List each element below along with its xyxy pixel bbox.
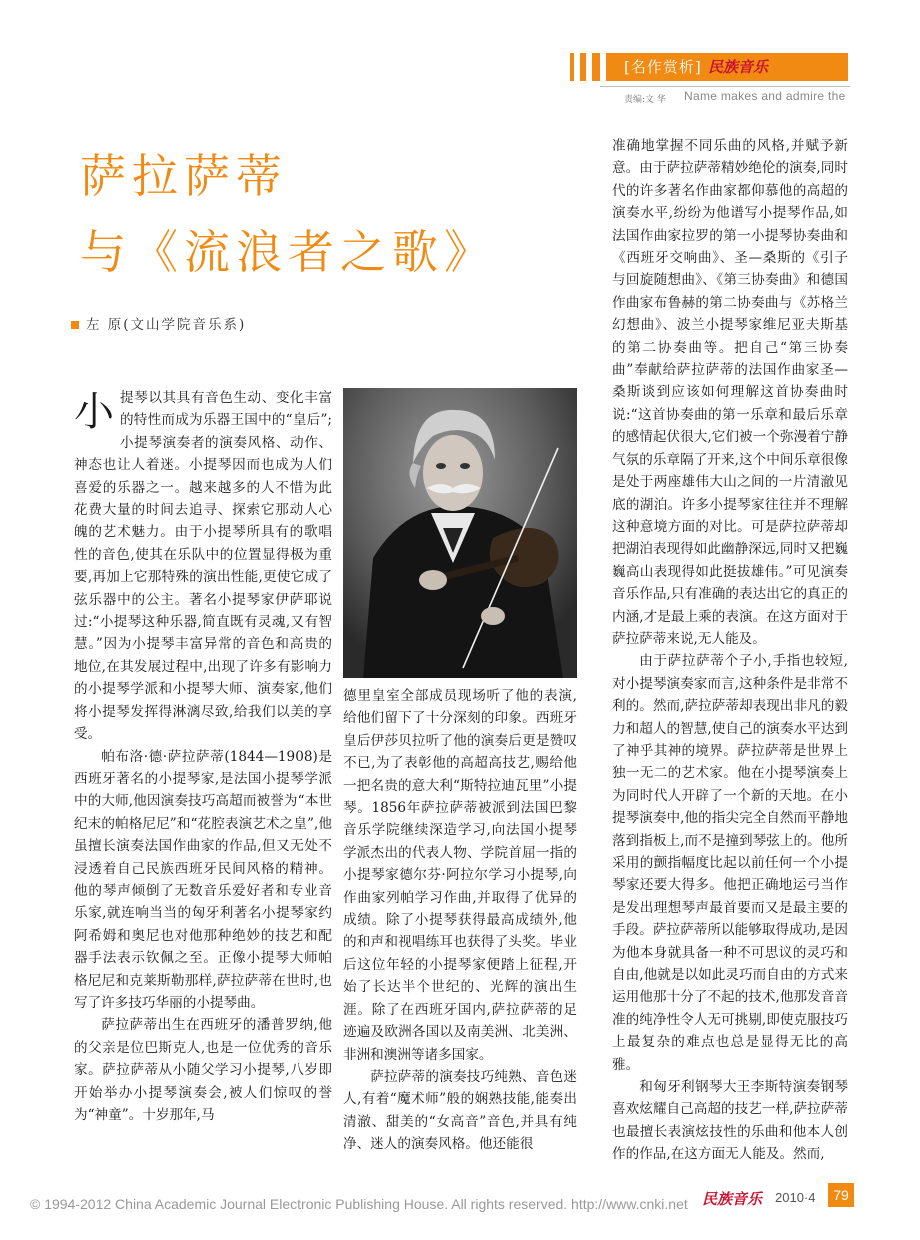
header-stripe [580, 53, 586, 81]
header-divider [600, 86, 850, 87]
paragraph: 由于萨拉萨蒂个子小,手指也较短,对小提琴演奏家而言,这种条件是非常不利的。然而,萨拉萨蒂却表现出非凡的毅力和超人的智慧,使自己的演奏水平达到了神乎其神的境界。萨拉萨蒂是世界上独一无二的艺术家。他在小提琴演奏上为同时代人开辟了一个新的天地。在小提琴演奏中,他的指尖完全自然而平静地落到指板上,而不是撞到琴弦上的。他所采用的颤指幅度比起以前任何一个小提琴家还要大得多。他把正确地运弓当作是发出理想琴声最首要而又是最主要的手段。萨拉萨蒂所以能够取得成功,是因为他本身就具备一种不可思议的灵巧和自由,他就是以如此灵巧而自由的方式来运用他那十分了不起的技术,他那发音音准的纯净性令人无可挑剔,即使克服技巧上最复杂的难点也总是显得无比的高雅。 [612, 653, 848, 1073]
paragraph: 萨拉萨蒂出生在西班牙的潘普罗纳,他的父亲是位巴斯克人,也是一位优秀的音乐家。萨拉萨蒂从小随父学习小提琴,八岁即开始举办小提琴演奏会,被人们惊叹的誉为“神童”。十岁那年,马 [74, 1017, 332, 1123]
paragraph: 和匈牙利钢琴大王李斯特演奏钢琴喜欢炫耀自己高超的技艺一样,萨拉萨蒂也最擅长表演炫技性的乐曲和他本人创作的作品,在这方面无人能及。然而, [612, 1079, 848, 1163]
column-1 [74, 387, 332, 1126]
paragraph: 萨拉萨蒂的演奏技巧纯熟、音色迷人,有着“魔术师”般的娴熟技能,能奏出清澈、甜美的“女高音”音色,并具有纯净、迷人的演奏风格。他还能很 [343, 1068, 577, 1153]
header-slogan: Name makes and admire the [684, 89, 846, 103]
copyright-notice: © 1994-2012 China Academic Journal Electronic Publishing House. All rights reserved. http://www.cnki.net [30, 1196, 688, 1212]
author-bullet [71, 321, 79, 329]
page-number: 79 [828, 1183, 854, 1207]
column-3 [612, 135, 848, 1166]
editor-credit: 责编:文 华 [624, 95, 666, 105]
paragraph: 准确地掌握不同乐曲的风格,并赋予新意。由于萨拉萨蒂精妙绝伦的演奏,同时代的许多著名作曲家都仰慕他的高超的演奏水平,纷纷为他谱写小提琴作品,如法国作曲家拉罗的第一小提琴协奏曲和《西班牙交响曲》、圣—桑斯的《引子与回旋随想曲》、《第三协奏曲》和德国作曲家布鲁赫的第二协奏曲与《苏格兰幻想曲》、波兰小提琴家维尼亚夫斯基的第二协奏曲等。把自己“第三协奏曲”奉献给萨拉萨蒂的法国作曲家圣—桑斯谈到应该如何理解这首协奏曲时说:“这首协奏曲的第一乐章和最后乐章的感情起伏很大,它们被一个弥漫着宁静气氛的乐章隔了开来,这个中间乐章很像是处于两座雄伟大山之间的一片清澈见底的湖泊。许多小提琴家往往并不理解这种意境方面的对比。可是萨拉萨蒂却把湖泊表现得如此幽静深远,同时又把巍巍高山表现得如此挺拔雄伟。”可见演奏音乐作品,只有准确的表达出它的真正的内涵,才是最上乘的表演。在这方面对于萨拉萨蒂来说,无人能及。 [612, 138, 848, 647]
header-stripe [570, 53, 574, 81]
issue-number: 2010·4 [775, 1190, 816, 1205]
section-label: [名作赏析] [624, 58, 702, 76]
paragraph-text: 提琴以其具有音色生动、变化丰富的特性而成为乐器王国中的“皇后”;小提琴演奏者的演奏风格、动作、神态也让人着迷。小提琴因而也成为人们喜爱的乐器之一。越来越多的人不惜为此花费大量的时间去追寻、探索它那动人心魄的艺术魅力。由于小提琴所具有的歌唱性的音色,使其在乐队中的位置显得极为重要,再加上它那特殊的演出性能,更使它成了弦乐器中的公主。著名小提琴家伊萨耶说过:“小提琴这种乐器,简直既有灵魂,又有智慧。”因为小提琴丰富异常的音色和高贵的地位,在其发展过程中,出现了许多有影响力的小提琴学派和小提琴大师、演奏家,他们将小提琴发挥得淋漓尽致,给我们以美的享受。 [74, 390, 332, 743]
author-byline: 左 原(文山学院音乐系) [86, 317, 247, 333]
sarasate-portrait-photo [343, 388, 577, 678]
article-title-line2: 与《流浪者之歌》 [80, 225, 496, 279]
header-stripe [592, 53, 600, 81]
paragraph: 德里皇室全部成员现场听了他的表演,给他们留下了十分深刻的印象。西班牙皇后伊莎贝拉听了他的演奏后更是赞叹不已,为了表彰他的高超高技艺,赐给他一把名贵的意大利“斯特拉迪瓦里”小提琴。1856年萨拉萨蒂被派到法国巴黎音乐学院继续深造学习,向法国小提琴学派杰出的代表人物、学院首屈一指的小提琴家德尔芬·阿拉尔学习小提琴,向作曲家列帕学习作曲,并取得了优异的成绩。除了小提琴获得最高成绩外,他的和声和视唱练耳也获得了头奖。毕业后这位年轻的小提琴家便踏上征程,开始了长达半个世纪的、光辉的演出生涯。除了在西班牙国内,萨拉萨蒂的足迹遍及欧洲各国以及南美洲、北美洲、非洲和澳洲等诸多国家。 [343, 688, 577, 1063]
drop-cap: 小 [74, 389, 114, 435]
paragraph: 帕布洛·德·萨拉萨蒂(1844—1908)是西班牙著名的小提琴家,是法国小提琴学派中的大师,他因演奏技巧高超而被誉为“本世纪末的帕格尼尼”和“花腔表演艺术之皇”,他虽擅长演奏法国作曲家的作品,但又无处不浸透着自己民族西班牙民间风格的精神。他的琴声倾倒了无数音乐爱好者和专业音乐家,就连响当当的匈牙利著名小提琴家约阿希姆和奥尼也对他那种绝妙的技艺和配器手法表示钦佩之至。正像小提琴大师帕格尼尼和克莱斯勒那样,萨拉萨蒂在世时,也写了许多技巧华丽的小提琴曲。 [74, 748, 332, 1011]
footer-magazine-logo: 民族音乐 [702, 1190, 763, 1208]
article-title-line1: 萨拉萨蒂 [80, 149, 288, 203]
magazine-logo: 民族音乐 [708, 58, 769, 76]
paragraph [74, 387, 332, 746]
column-2 [343, 685, 577, 1156]
